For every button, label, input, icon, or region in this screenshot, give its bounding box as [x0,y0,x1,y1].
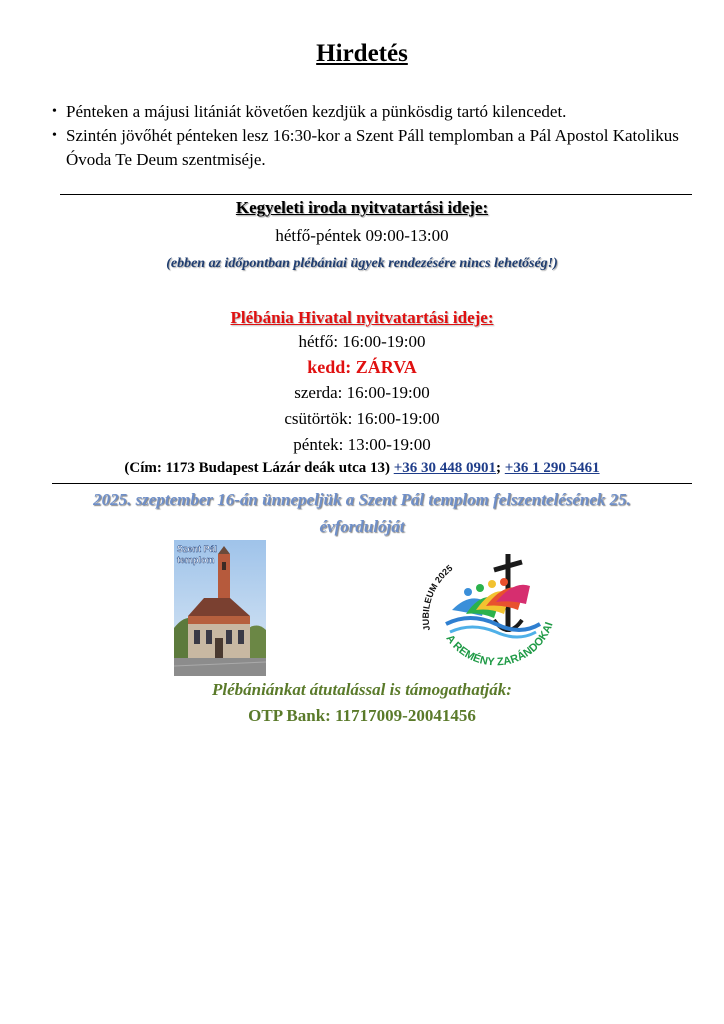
logo-top-text: JUBILEUM 2025 [420,562,455,632]
address-text: (Cím: 1173 Budapest Lázár deák utca 13) [124,460,394,476]
photo-caption: templom [177,555,215,565]
hours-tuesday: kedd: ZÁRVA [307,357,417,377]
hours-friday: péntek: 13:00-19:00 [293,435,431,454]
list-item [52,100,702,124]
office-note: (ebben az időpontban plébániai ügyek rendezésére nincs lehetőség!) [166,256,558,271]
page-title: Hirdetés [316,40,408,67]
office-hours: hétfő-péntek 09:00-13:00 [275,226,449,245]
office-hours-title: Kegyeleti iroda nyitvatartási ideje: [235,198,489,217]
announcement-list [52,100,702,172]
announcement-text: Szintén jövőhét pénteken lesz 16:30-kor a Szent Páll templomban a Pál Apostol Katolikus Óvoda Te Deum szentmiséje. [66,126,679,169]
anniversary-line: 2025. szeptember 16-án ünnepeljük a Szent Pál templom felszentelésének 25. [93,490,631,509]
divider [60,194,692,195]
anniversary-line: évfordulóját [319,517,405,536]
anniversary-text [0,486,724,540]
phone-link-mobile[interactable]: +36 30 448 0901 [393,460,497,476]
parish-office-title: Plébánia Hivatal nyitvatartási ideje: [230,308,494,327]
divider [52,483,692,484]
photo-caption: Szent Pál [177,544,218,554]
support-text: Plébániánkat átutalással is támogathatják: [212,680,512,699]
phone-link-landline[interactable]: +36 1 290 5461 [504,460,600,476]
bullet-icon: • [52,128,57,143]
logo-bottom-text: A REMÉNY ZARÁNDOKAI [443,620,556,669]
hours-thursday: csütörtök: 16:00-19:00 [284,409,440,428]
jubilee-logo [410,540,560,670]
list-item [52,124,702,172]
separator: ; [496,460,505,476]
announcement-text: Pénteken a májusi litániát követően kezdjük a pünkösdig tartó kilencedet. [66,102,567,121]
church-photo [174,540,266,676]
hours-wednesday: szerda: 16:00-19:00 [294,383,430,402]
contact-line [0,460,724,477]
bullet-icon: • [52,104,57,119]
bank-account: OTP Bank: 11717009-20041456 [248,706,476,725]
hours-monday: hétfő: 16:00-19:00 [298,332,426,351]
